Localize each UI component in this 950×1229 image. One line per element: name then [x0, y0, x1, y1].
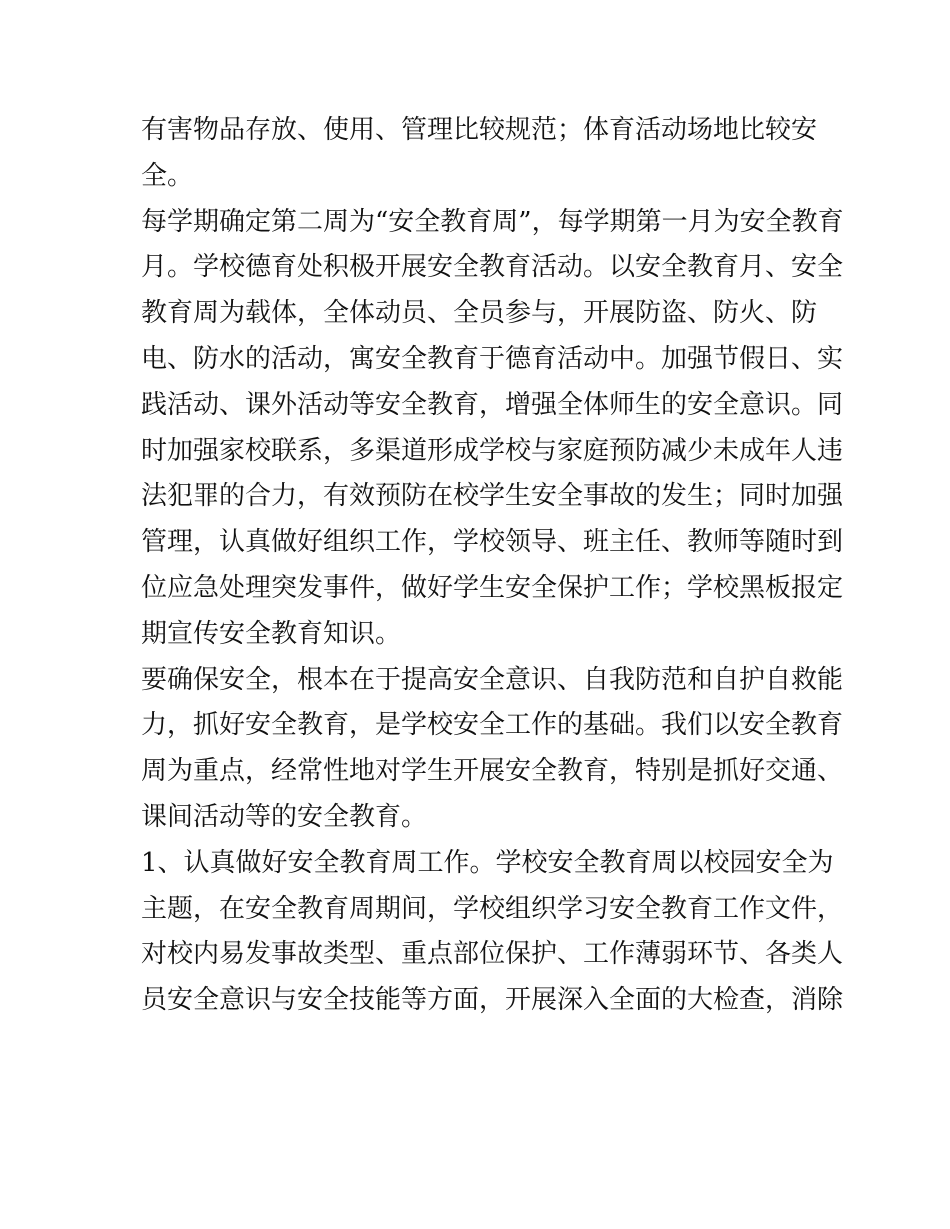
- text-line: 力，抓好安全教育，是学校安全工作的基础。我们以安全教育: [141, 710, 844, 741]
- text-line: 主题，在安全教育周期间，学校组织学习安全教育工作文件，: [141, 893, 844, 924]
- text-line: 1、认真做好安全教育周工作。学校安全教育周以校园安全为: [141, 847, 834, 878]
- text-line: 课间活动等的安全教育。: [141, 801, 428, 832]
- text-line: 法犯罪的合力，有效预防在校学生安全事故的发生；同时加强: [141, 481, 844, 512]
- text-line: 践活动、课外活动等安全教育，增强全体师生的安全意识。同: [141, 389, 844, 420]
- text-line: 员安全意识与安全技能等方面，开展深入全面的大检查，消除: [141, 985, 844, 1016]
- text-line: 时加强家校联系，多渠道形成学校与家庭预防减少未成年人违: [141, 435, 844, 466]
- text-line: 管理，认真做好组织工作，学校领导、班主任、教师等随时到: [141, 527, 844, 558]
- text-line: 周为重点，经常性地对学生开展安全教育，特别是抓好交通、: [141, 756, 844, 787]
- text-line: 期宣传安全教育知识。: [141, 618, 402, 649]
- text-line: 电、防水的活动，寓安全教育于德育活动中。加强节假日、实: [141, 343, 844, 374]
- text-line: 要确保安全，根本在于提高安全意识、自我防范和自护自救能: [141, 664, 844, 695]
- document-body: [141, 108, 844, 1024]
- text-line: 教育周为载体，全体动员、全员参与，开展防盗、防火、防: [141, 298, 818, 329]
- text-line: 全。: [141, 160, 194, 191]
- text-line: 对校内易发事故类型、重点部位保护、工作薄弱环节、各类人: [141, 939, 844, 970]
- text-line: 有害物品存放、使用、管理比较规范；体育活动场地比较安: [141, 115, 818, 145]
- text-line: 月。学校德育处积极开展安全教育活动。以安全教育月、安全: [141, 252, 844, 283]
- text-line: 每学期确定第二周为“安全教育周”，每学期第一月为安全教育: [141, 206, 844, 237]
- text-line: 位应急处理突发事件，做好学生安全保护工作；学校黑板报定: [141, 572, 844, 603]
